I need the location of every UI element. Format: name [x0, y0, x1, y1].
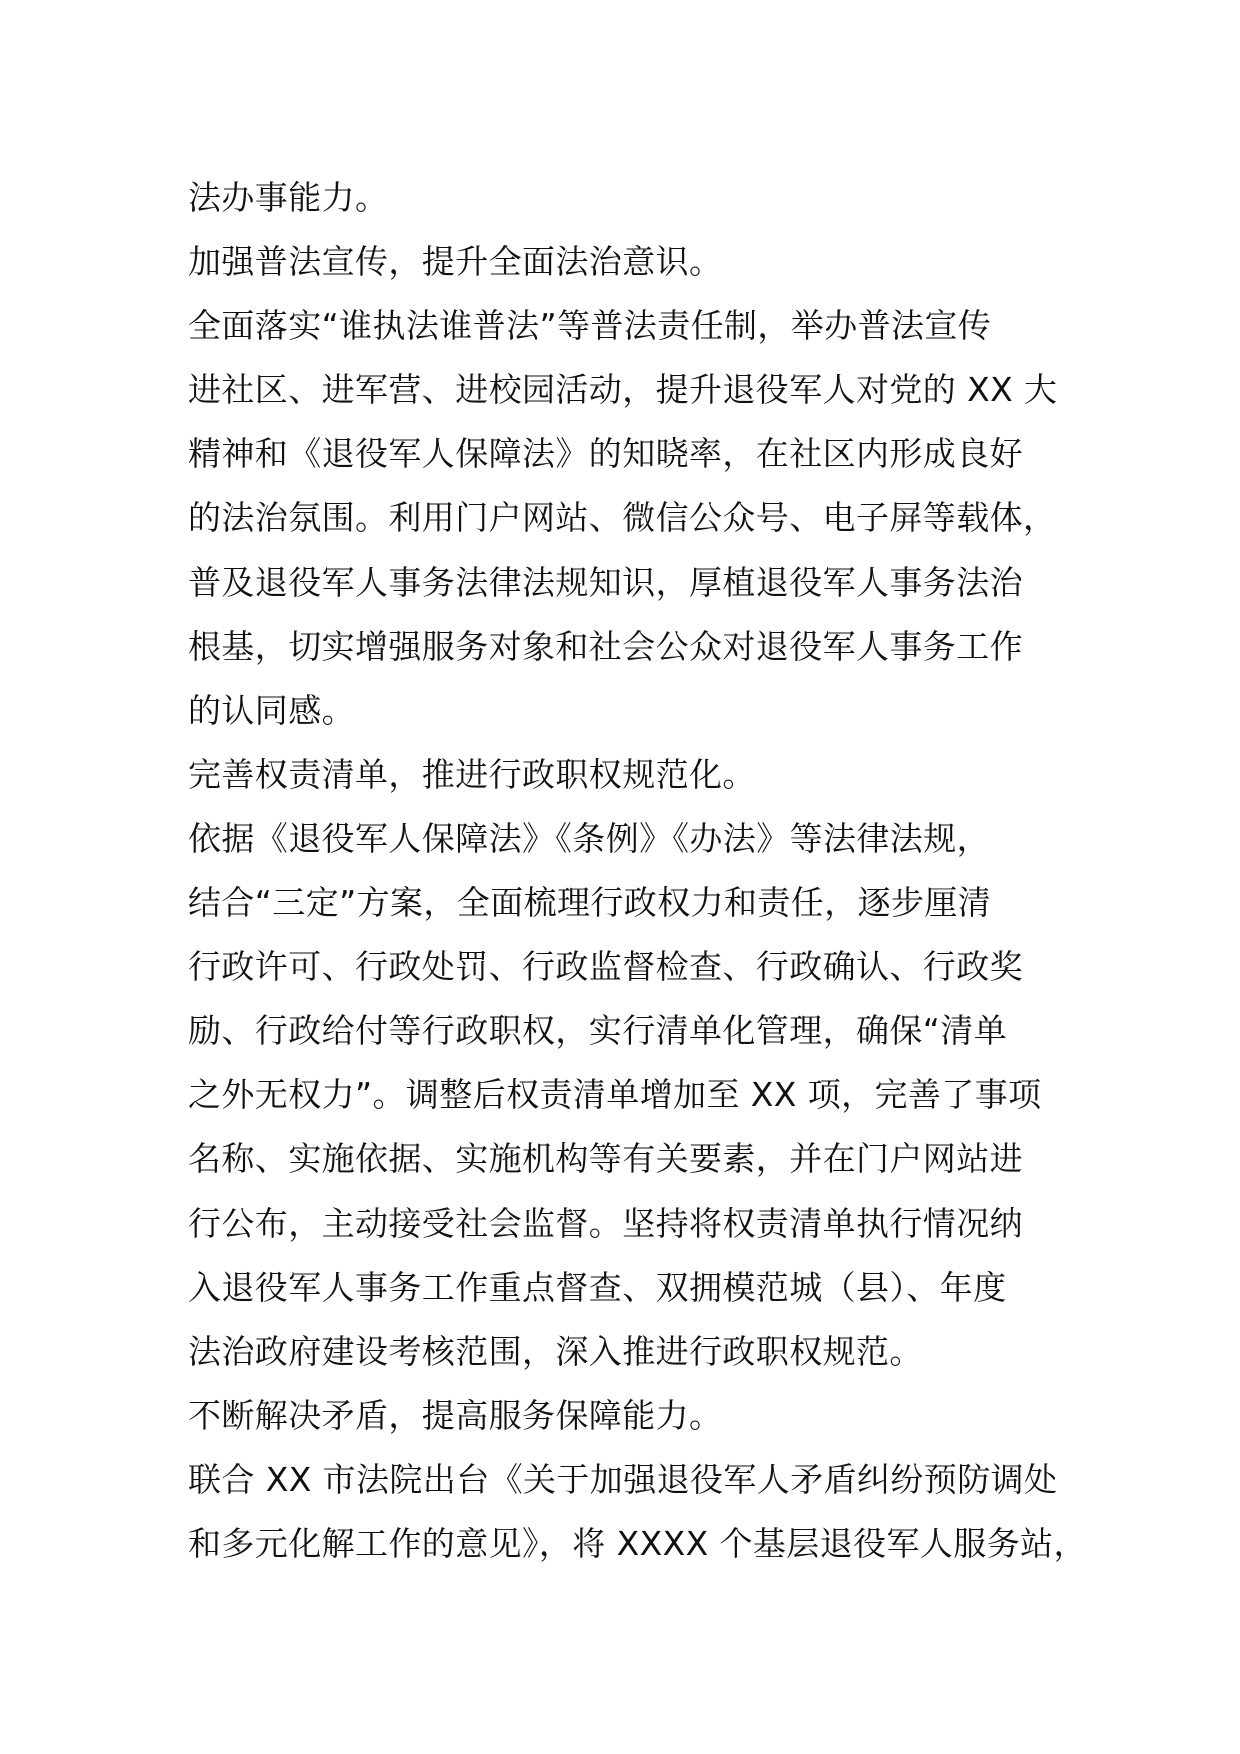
text-line: 联合 XX 市法院出台《关于加强退役军人矛盾纠纷预防调处 [188, 1459, 1058, 1499]
section-heading: 加强普法宣传，提升全面法治意识。 [188, 242, 723, 282]
text-line: 结合“三定”方案，全面梳理行政权力和责任，逐步厘清 [188, 883, 992, 923]
body-text [188, 166, 1088, 1576]
text-line: 进社区、进军营、进校园活动，提升退役军人对党的 XX 大 [188, 370, 1058, 410]
text-line: 全面落实“谁执法谁普法”等普法责任制，举办普法宣传 [188, 306, 992, 346]
text-line: 的认同感。 [188, 690, 355, 730]
text-line: 行公布，主动接受社会监督。坚持将权责清单执行情况纳 [188, 1203, 1023, 1243]
text-line: 之外无权力”。调整后权责清单增加至 XX 项，完善了事项 [188, 1075, 1042, 1115]
text-line: 入退役军人事务工作重点督查、双拥模范城（县）、年度 [188, 1267, 1007, 1307]
text-line: 依据《退役军人保障法》《条例》《办法》等法律法规， [188, 818, 990, 858]
text-line: 励、行政给付等行政职权，实行清单化管理，确保“清单 [188, 1011, 1008, 1051]
text-line: 名称、实施依据、实施机构等有关要素，并在门户网站进 [188, 1139, 1023, 1179]
text-line: 的法治氛围。利用门户网站、微信公众号、电子屏等载体， [188, 498, 1057, 538]
text-line: 普及退役军人事务法律法规知识，厚植退役军人事务法治 [188, 562, 1023, 602]
text-line: 法办事能力。 [188, 178, 389, 217]
section-heading: 完善权责清单，推进行政职权规范化。 [188, 754, 756, 794]
text-line: 和多元化解工作的意见》，将 XXXX 个基层退役军人服务站， [188, 1523, 1087, 1563]
text-line: 行政许可、行政处罚、行政监督检查、行政确认、行政奖 [188, 947, 1023, 987]
text-line: 法治政府建设考核范围，深入推进行政职权规范。 [188, 1331, 923, 1371]
text-line: 精神和《退役军人保障法》的知晓率，在社区内形成良好 [188, 434, 1023, 474]
section-heading: 不断解决矛盾，提高服务保障能力。 [188, 1395, 723, 1435]
text-line: 根基，切实增强服务对象和社会公众对退役军人事务工作 [188, 626, 1023, 666]
